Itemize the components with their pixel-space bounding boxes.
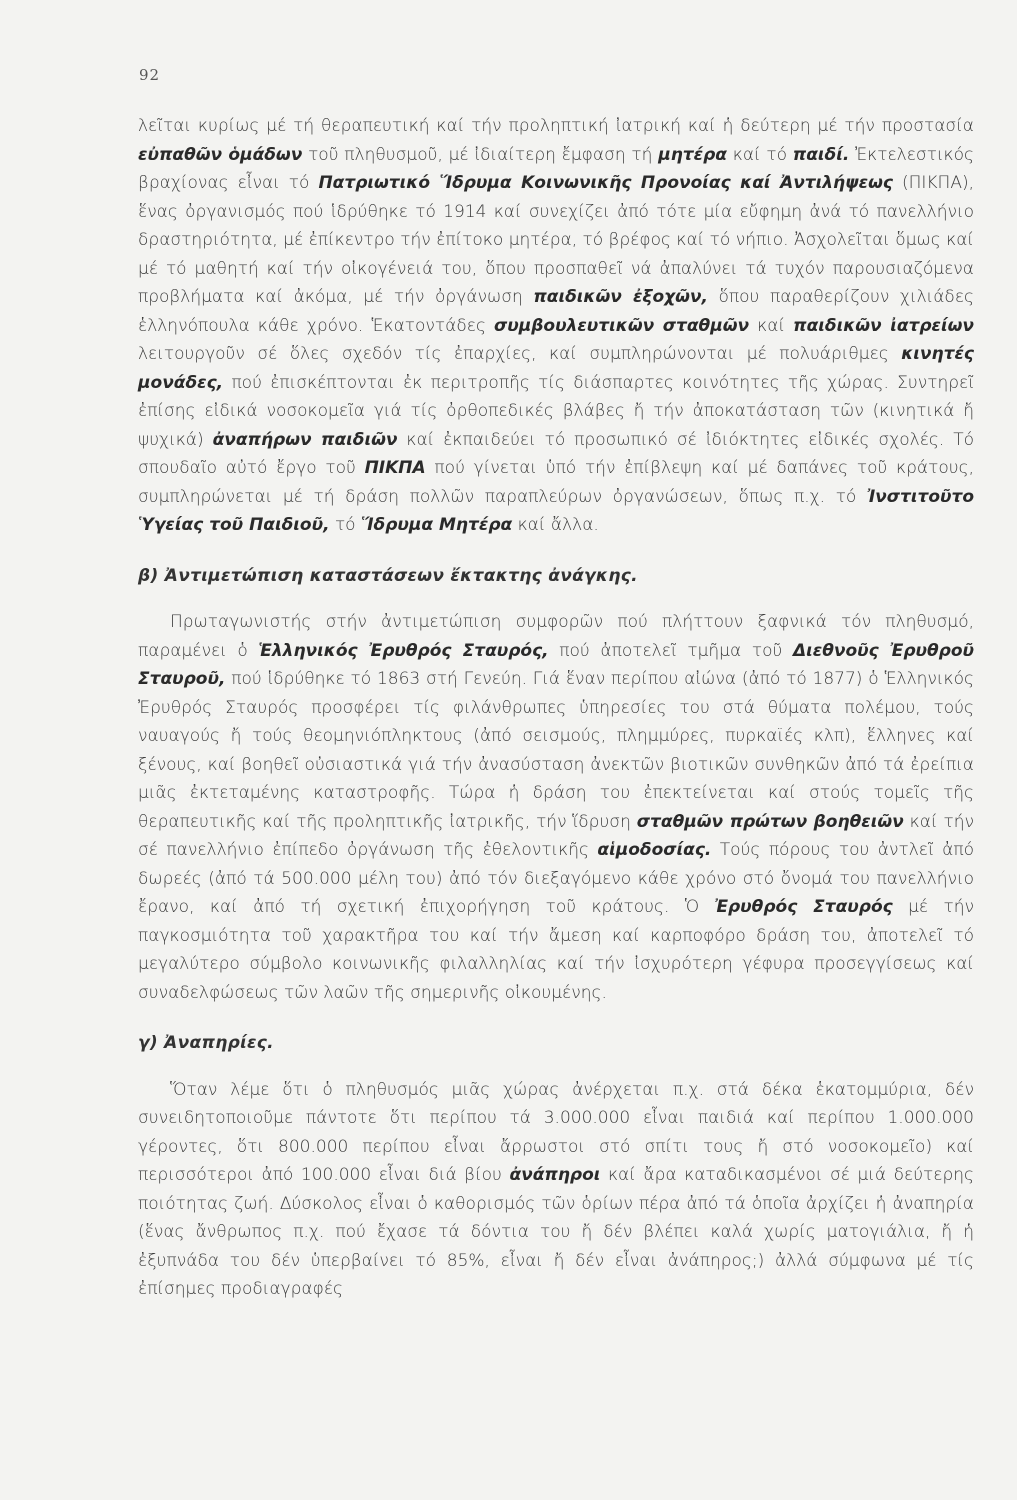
section-heading-disabilities: γ) Ἀναπηρίες.	[138, 1033, 274, 1053]
text-run: καί ἄρα καταδικασμένοι σέ μιά δεύτερης ποιότητας ζωή. Δύσκολος εἶναι ὁ καθορισμός τῶν ὁρίων πέρα ἀπό τά ὁποῖα ἀρχίζει ἡ ἀναπηρία (ἕνας ἄνθρωπος π.χ. πού ἔχασε τά δόντια του ἤ δέν βλέπει καλά χωρίς ματογιάλια, ἤ ἡ ἐξυπνάδα του δέν ὑπερβαίνει τό 85%, εἶναι ἤ δέν εἶναι ἀνάπηρος;) ἀλλά σύμφωνα μέ τίς ἐπίσημες προδιαγραφές	[138, 1165, 974, 1299]
paragraph-disabilities	[138, 1076, 974, 1304]
emphasized-term: Ἑλληνικός Ἐρυθρός Σταυρός,	[258, 640, 549, 661]
emphasized-term: Ἰνστιτοῦτο Ὑγείας τοῦ Παιδιοῦ,	[138, 486, 974, 535]
emphasized-term: παιδικῶν ἐξοχῶν,	[533, 287, 708, 307]
emphasized-term: σταθμῶν πρώτων βοηθειῶν	[636, 811, 904, 832]
emphasized-term: ΠΙΚΠΑ	[364, 458, 426, 478]
emphasized-term: Ἵδρυμα Μητέρα	[361, 515, 513, 535]
text-run: λειτουργοῦν σέ ὅλες σχεδόν τίς ἐπαρχίες, καί συμπληρώνονται μέ πολυάριθμες	[138, 344, 902, 364]
paragraph-pikpa	[138, 112, 974, 540]
section-heading-emergencies: β) Ἀντιμετώπιση καταστάσεων ἔκτακτης ἀνάγκης.	[138, 565, 638, 586]
emphasized-term: παιδί.	[792, 144, 850, 165]
text-run: καί ἄλλα.	[512, 515, 599, 535]
text-run: ὅπου παραθερίζουν χιλιάδες ἑλληνόπουλα κάθε χρόνο. Ἑκατοντάδες	[138, 287, 974, 336]
body-text	[138, 112, 974, 1304]
emphasized-term: ἀναπήρων παιδιῶν	[212, 429, 398, 450]
emphasized-term: εὐπαθῶν ὁμάδων	[138, 144, 303, 165]
emphasized-term: μητέρα	[658, 144, 727, 165]
text-run: Τούς πόρους του ἀντλεῖ ἀπό δωρεές (ἀπό τά 500.000 μέλη του) ἀπό τόν διεξαγόμενο κάθε χρόνο στό ὄνομά του πανελλήνιο ἔρανο, καί ἀπό τή σχετική ἐπιχορήγηση τοῦ κράτους. Ὁ	[138, 840, 975, 917]
text-run: Ὅταν λέμε ὅτι ὁ πληθυσμός μιᾶς χώρας ἀνέρχεται π.χ. στά δέκα ἑκατομμύρια, δέν συνειδητοποιοῦμε πάντοτε ὅτι περίπου τά 3.000.000 εἶναι παιδιά καί περίπου 1.000.000 γέροντες, ὅτι 800.000 περίπου εἶναι ἄρρωστοι στό σπίτι τους ἤ στό νοσοκομεῖο) καί περισσότεροι ἀπό 100.000 εἶναι διά βίου	[138, 1079, 974, 1185]
emphasized-term: συμβουλευτικῶν σταθμῶν	[494, 315, 750, 336]
text-run: πού γίνεται ὑπό τήν ἐπίβλεψη καί μέ δαπάνες τοῦ κράτους, συμπληρώνεται μέ τή δράση πολλῶν παραπλεύρων ὀργανώσεων, ὅπως π.χ. τό	[138, 458, 974, 507]
text-run: Ἐκτελεστικός βραχίονας εἶναι τό	[138, 144, 974, 193]
text-run: Πρωταγωνιστής στήν ἀντιμετώπιση συμφορῶν πού πλήττουν ξαφνικά τόν πληθυσμό, παραμένει ὁ	[138, 612, 974, 661]
text-run: καί τό	[726, 144, 793, 165]
text-run: καί ἐκπαιδεύει τό προσωπικό σέ ἰδιόκτητες εἰδικές σχολές. Τό σπουδαῖο αὐτό ἔργο τοῦ	[138, 429, 975, 478]
text-run: τό	[329, 515, 361, 535]
text-run: (ΠΙΚΠΑ), ἕνας ὀργανισμός πού ἱδρύθηκε τό 1914 καί συνεχίζει ἀπό τότε μία εὔφημη ἀνά τό πανελλήνιο δραστηριότητα, μέ ἐπίκεντρο τήν ἐπίτοκο μητέρα, τό βρέφος καί τό νήπιο. Ἀσχολεῖται ὅμως καί μέ τό μαθητή καί τήν οἰκογένειά του, ὅπου προσπαθεῖ νά ἀπαλύνει τά τυχόν παρουσιαζόμενα προβλήματα καί ἀκόμα, μέ τήν ὀργάνωση	[138, 173, 975, 307]
text-run: τοῦ πληθυσμοῦ, μέ ἰδιαίτερη ἔμφαση τή	[302, 144, 659, 165]
text-run: πού ἐπισκέπτονται ἐκ περιτροπῆς τίς διάσπαρτες κοινότητες τῆς χώρας. Συντηρεῖ ἐπίσης εἰδικά νοσοκομεῖα γιά τίς ὀρθοπεδικές βλάβες ἤ τήν ἀποκατάσταση τῶν (κινητικά ἤ ψυχικά)	[138, 372, 974, 450]
text-run: καί	[749, 315, 794, 336]
text-run: μέ τήν παγκοσμιότητα τοῦ χαρακτῆρα του καί τήν ἄμεση καί καρποφόρο δράση του, ἀποτελεῖ τό μεγαλύτερο σύμβολο κοινωνικῆς φιλαλληλίας καί τήν ἰσχυρότερη γέφυρα προσεγγίσεως καί συναδελφώσεως τῶν λαῶν τῆς σημερινῆς οἰκουμένης.	[138, 897, 974, 1003]
emphasized-term: Πατριωτικό Ἵδρυμα Κοινωνικῆς Προνοίας καί Ἀντιλήψεως	[318, 173, 893, 193]
text-run: λεῖται κυρίως μέ τή θεραπευτική καί τήν προληπτική ἰατρική καί ἡ δεύτερη μέ τήν προστασία	[138, 116, 974, 136]
emphasized-term: παιδικῶν ἰατρείων	[793, 315, 974, 336]
paragraph-red-cross	[138, 608, 974, 1007]
emphasized-term: Ἐρυθρός Σταυρός	[714, 897, 893, 917]
page-number: 92	[139, 66, 161, 84]
emphasized-term: αἱμοδοσίας.	[597, 840, 712, 860]
text-run: πού ἱδρύθηκε τό 1863 στή Γενεύη. Γιά ἕναν περίπου αἰώνα (ἀπό τό 1877) ὁ Ἑλληνικός Ἐρυθρός Σταυρός προσφέρει τίς φιλάνθρωπες ὑπηρεσίες του στά θύματα πολέμου, τούς ναυαγούς ἤ τούς θεομηνιόπληκτους (ἀπό σεισμούς, πλημμύρες, πυρκαϊές κλπ), ἕλληνες καί ξένους, καί βοηθεῖ οὐσιαστικά γιά τήν ἀνασύσταση ἀνεκτῶν βιοτικῶν συνθηκῶν ἀπό τά ἐρείπια μιᾶς ἐκτεταμένης καταστροφῆς. Τώρα ἡ δράση του ἐπεκτείνεται καί στούς τομεῖς τῆς θεραπευτικῆς καί τῆς προληπτικῆς ἰατρικῆς, τήν ἵδρυση	[138, 669, 974, 832]
text-run: πού ἀποτελεῖ τμῆμα τοῦ	[548, 640, 793, 661]
text-run: καί τήν σέ πανελλήνιο ἐπίπεδο ὀργάνωση τῆς ἐθελοντικῆς	[138, 811, 974, 860]
emphasized-term: Διεθνοῦς Ἐρυθροῦ Σταυροῦ,	[138, 640, 974, 689]
emphasized-term: κινητές μονάδες,	[138, 344, 974, 393]
emphasized-term: ἀνάπηροι	[509, 1165, 601, 1185]
